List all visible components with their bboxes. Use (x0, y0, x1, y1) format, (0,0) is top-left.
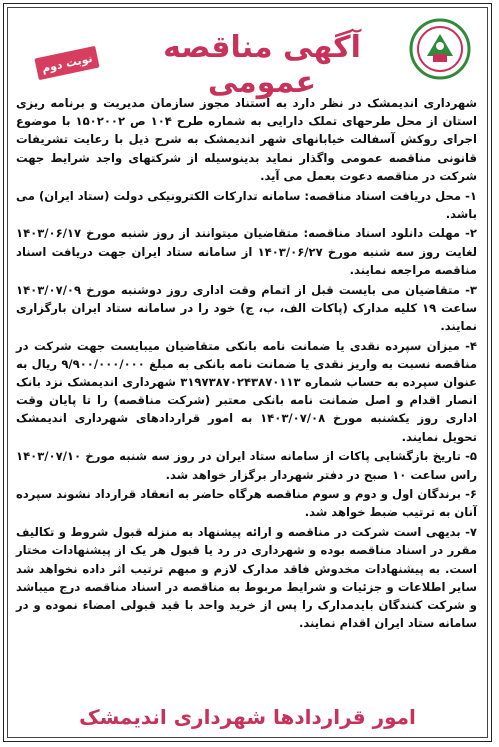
clause-3: ۳- متقاضیان می بایست قبل از اتمام وقت اداری روز دوشنبه مورخ ۱۴۰۳/۰۷/۰۹ ساعت ۱۹ کلیه مدارک (پاکات الف، ب، ج) خود را در سامانه ستاد ایران بارگزاری نمایند. (16, 282, 478, 333)
municipality-emblem-icon (409, 18, 471, 80)
clause-4: ۴- میزان سپرده نقدی یا ضمانت نامه بانکی متقاضیان میبایست جهت شرکت در مناقصه نسبت به واریز نقدی یا ضمانت نامه بانکی به مبلغ ۹/۹۰۰/۰۰۰/۰۰۰ ریال به عنوان سپرده به حساب شماره ۳۱۹۷۳۸۷۰۲۴۳۸۷۰۱۱۳ شهرداری اندیمشک نزد بانک انصار اقدام و اصل ضمانت نامه بانکی معتبر (شرکت مناقصه) را تا پایان وقت اداری روز یکشنبه مورخ ۱۴۰۳/۰۷/۰۸ به امور قراردادهای شهرداری اندیمشک تحویل نمایند. (16, 338, 477, 444)
clause-2: ۲- مهلت دانلود اسناد مناقصه: متقاضیان میتوانند از روز شنبه مورخ ۱۴۰۳/۰۶/۱۷ لغایت روز سه شنبه مورخ ۱۴۰۳/۰۶/۲۷ از سامانه ستاد ایران جهت دریافت اسناد مناقصه مراجعه نمایند. (16, 226, 477, 277)
clause-7: ۷- بدیهی است شرکت در مناقصه و ارائه پیشنهاد به منزله قبول شروط و تکالیف مقرر در اسناد مناقصه بوده و شهرداری در رد یا قبول هر یک از پیشنهادات مختار است. به پیشنهادات مخدوش فاقد مدارک لازم و مبهم ترتیب اثر داده نخواهد شد سایر اطلاعات و جزئیات و شرایط مربوط به مناقصه در اسناد مناقصه درج میباشد و شرکت کنندگان بایدمدارک را پس از خرید واحد با قید قبولی امضاء نموده و در سامانه ستاد ایران اقدام نمایند. (16, 525, 477, 631)
clause-5: ۵- تاریخ بازگشایی پاکات از سامانه ستاد ایران در روز سه شنبه مورخ ۱۴۰۳/۰۷/۱۰ راس ساعت ۱۰ صبح در دفتر شهردار برگزار خواهد شد. (16, 449, 477, 482)
turn-badge: نوبت دوم (34, 46, 99, 80)
notice-body (16, 94, 477, 634)
notice-footer-signature: امور قراردادها شهرداری اندیمشک (79, 705, 416, 729)
notice-header (8, 8, 487, 100)
notice-title: آگهی مناقصه عمومی (163, 30, 361, 100)
intro-paragraph: شهرداری اندیمشک در نظر دارد به استناد مجوز سازمان مدیریت و برنامه ریزی استان از محل طرحهای تملک دارایی به شماره طرح ۱۰۴ ص ۱۵۰۲۰۰۲ با موضوع اجرای روکش آسفالت خیابانهای شهر اندیمشک به شرح ذیل با رعایت تشریفات قانونی مناقصه عمومی واگذار نماید بدینوسیله از شرکتهای واجد شرایط جهت شرکت در مناقصه دعوت بعمل می آید. (16, 96, 477, 183)
clause-6: ۶- برندگان اول و دوم و سوم مناقصه هرگاه حاضر به انعقاد قرارداد نشوند سپرده آنان به ترتیب ضبط خواهد شد. (16, 487, 477, 520)
clause-1: ۱- محل دریافت اسناد مناقصه: سامانه تدارکات الکترونیکی دولت (ستاد ایران) می باشد. (16, 188, 477, 221)
notice-frame (3, 3, 492, 742)
notice-inner-border (7, 7, 488, 738)
